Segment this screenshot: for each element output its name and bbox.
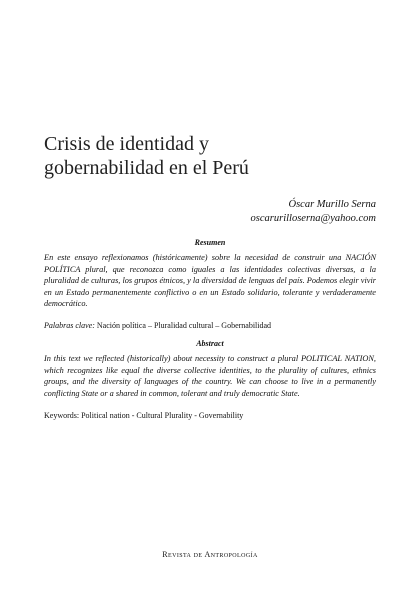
resumen-heading: Resumen (194, 238, 226, 247)
journal-footer: Revista de Antropología (162, 550, 258, 559)
palabras-clave-text: Nación política – Pluralidad cultural – Gobernabilidad (96, 321, 272, 330)
keywords-text: Political nation - Cultural Plurality - Governability (81, 411, 244, 420)
title-line-1: Crisis de identidad y (44, 133, 209, 155)
article-title (44, 132, 384, 180)
author-block (251, 198, 376, 226)
keywords-label: Keywords: (44, 411, 80, 420)
author-name: Óscar Murillo Serna (288, 199, 376, 210)
palabras-clave (44, 320, 376, 331)
keywords (44, 410, 376, 421)
resumen-text: En este ensayo reflexionamos (históricamente) sobre la necesidad de construir una NACIÓN POLÍTICA plural, que reconozca como iguales a las identidades colectivas diversas, a la pluralidad de culturas, los grupos étnicos, y la diversidad de lenguas del país. Podemos elegir vivir en un Estado permanentemente conflictivo o en un Estado solidario, tolerante y verdaderamente democrático. (44, 253, 376, 309)
palabras-clave-label: Palabras clave: (44, 321, 95, 330)
abstract-heading: Abstract (196, 339, 224, 348)
abstract-text: In this text we reflected (historically) about necessity to construct a plural POLITICAL NATION, which recognizes like equal the diverse collective identities, to the plurality of cultures, ethnics groups, and the diversity of languages of the country. We can choose to live in a permanently conflicting State or a shared in common, tolerant and truly democratic State. (44, 354, 376, 398)
title-line-2: gobernabilidad en el Perú (44, 157, 249, 179)
author-email: oscarurilloserna@yahoo.com (250, 213, 376, 224)
